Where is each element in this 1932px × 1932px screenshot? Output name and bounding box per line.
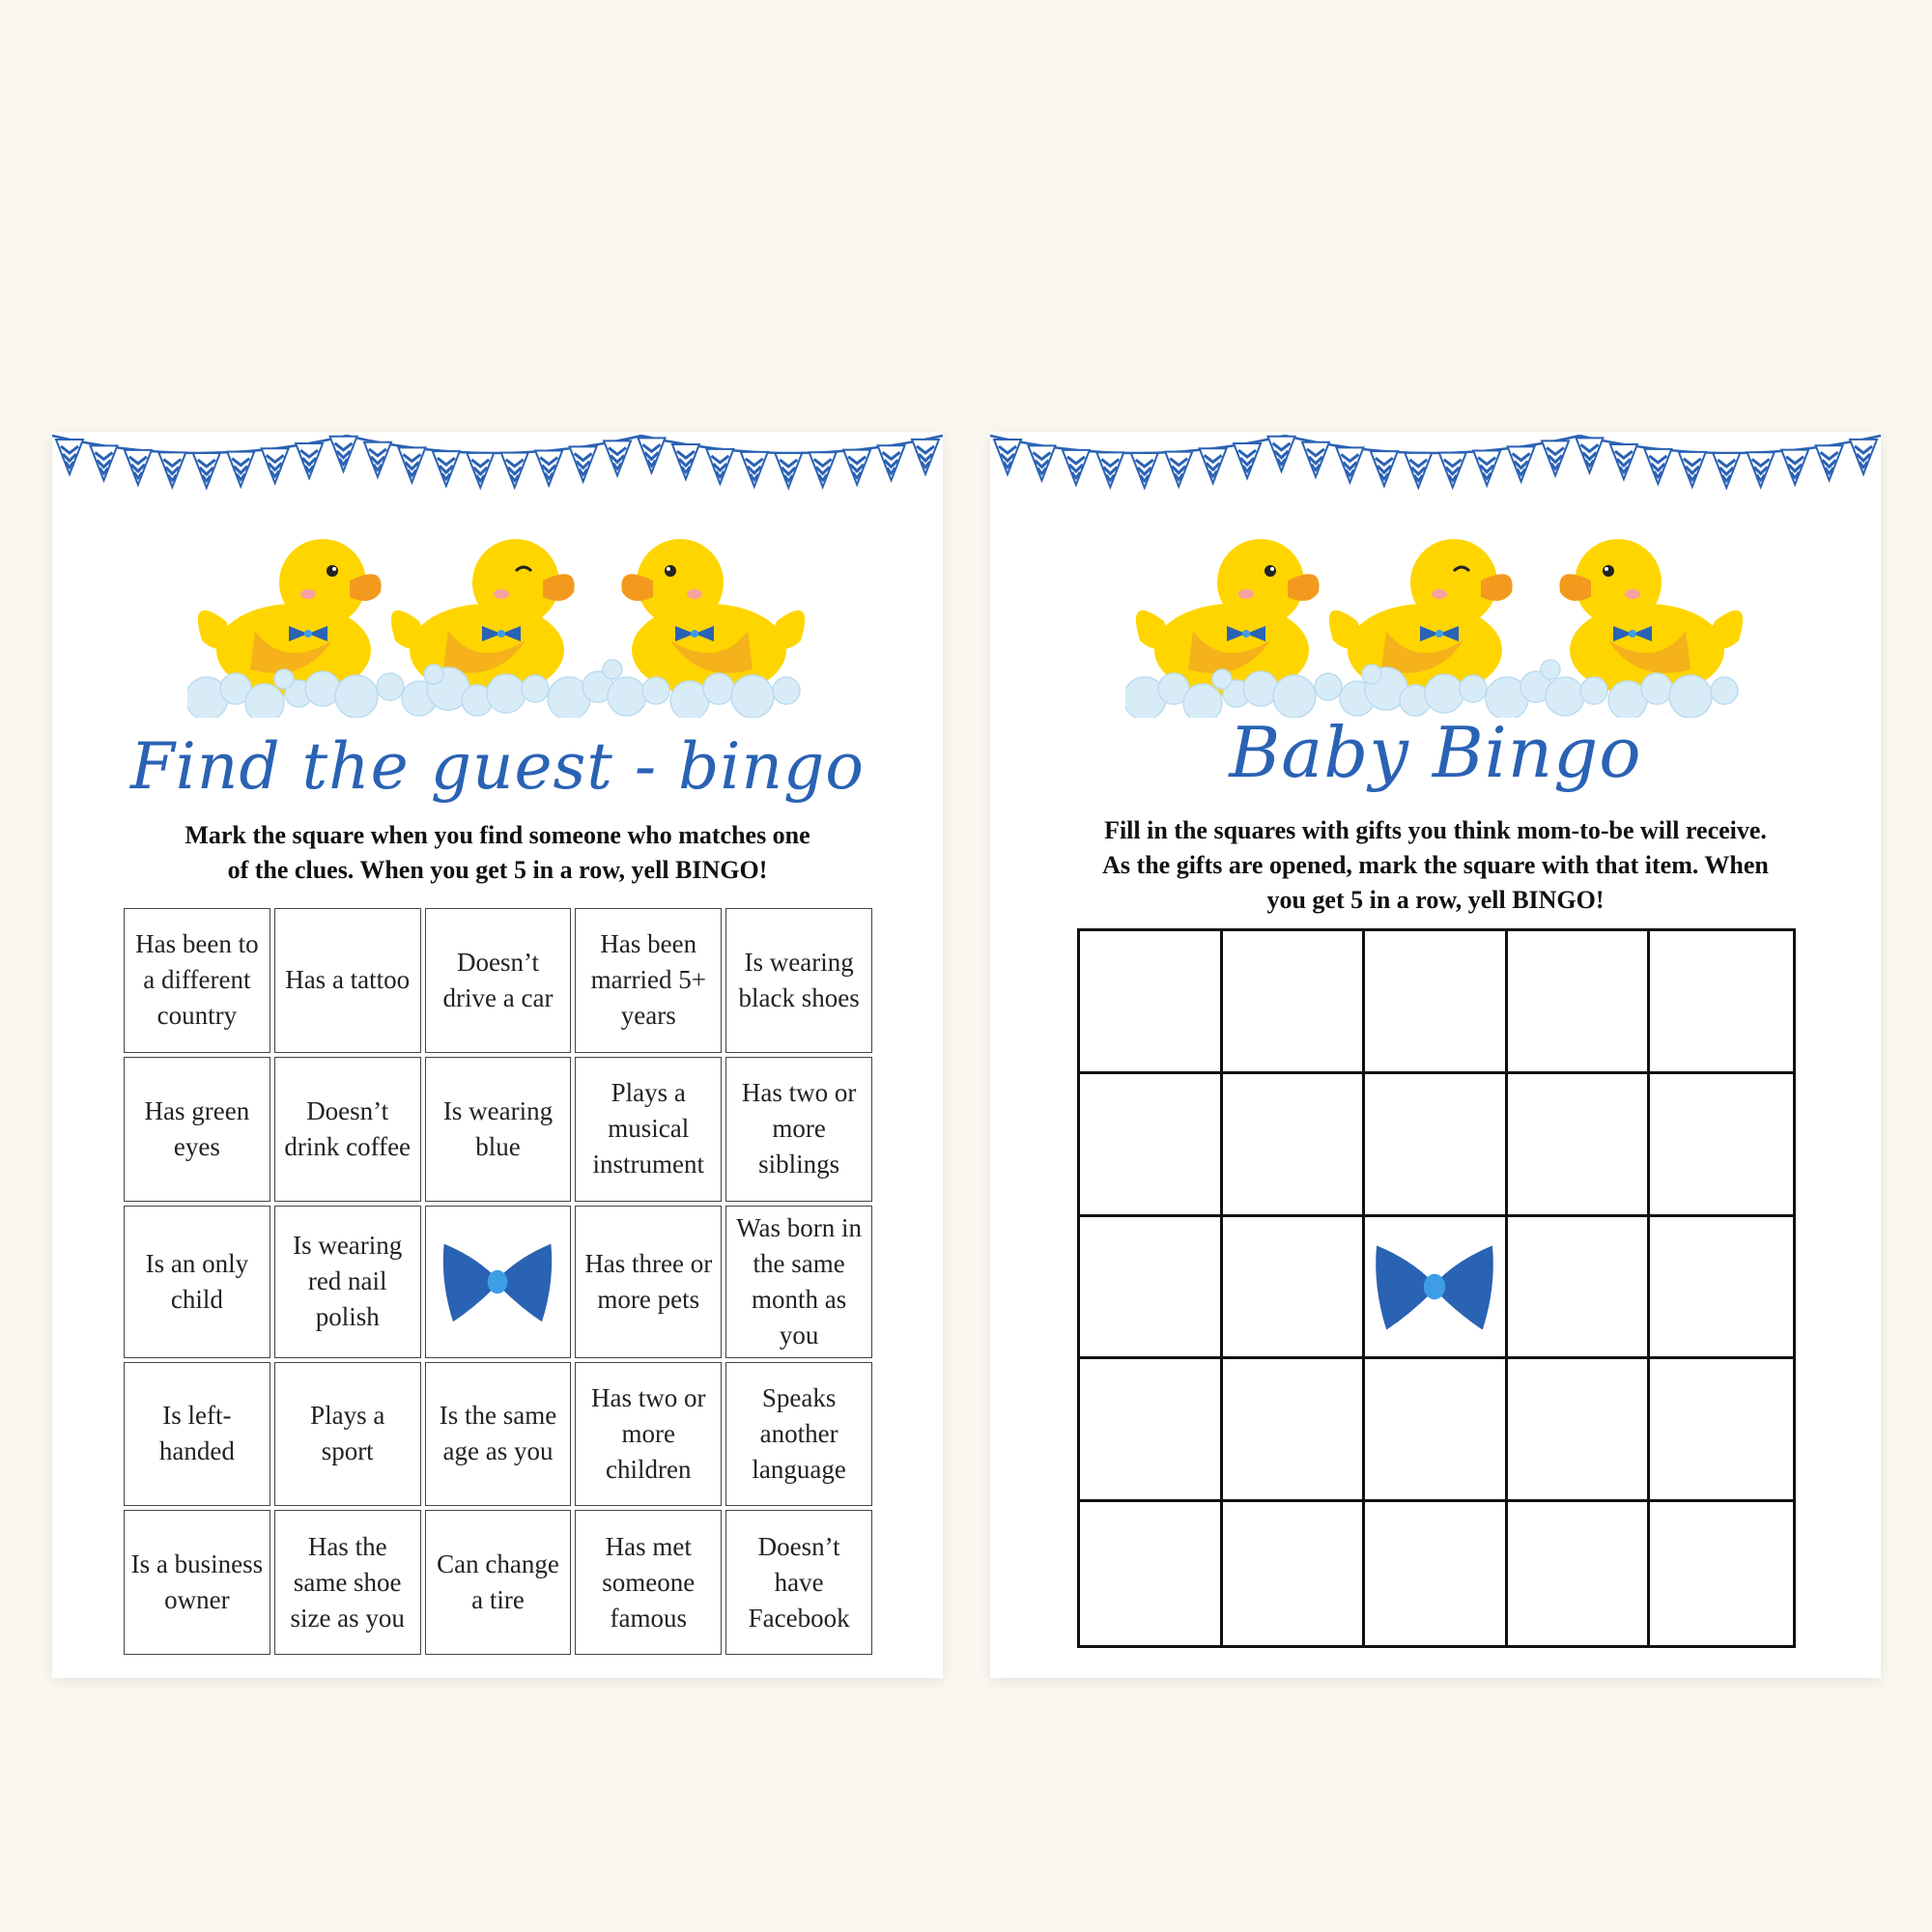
bunting-flag xyxy=(398,447,425,482)
bingo-cell[interactable] xyxy=(725,1206,872,1358)
bunting-flag xyxy=(1200,448,1227,483)
bunting-flag xyxy=(912,440,939,474)
bingo-cell-text: Is wearing red nail polish xyxy=(293,1231,403,1331)
bunting-flag xyxy=(1165,452,1192,487)
bunting-flag xyxy=(1816,445,1843,480)
bunting-flag xyxy=(1439,453,1466,488)
bingo-cell-text: Has two or more siblings xyxy=(741,1078,857,1179)
bunting-flag xyxy=(843,450,870,485)
bingo-cell[interactable] xyxy=(1508,1502,1651,1645)
bingo-cell[interactable] xyxy=(1223,1074,1366,1217)
bunting-flag xyxy=(1268,437,1295,471)
bunting-flag xyxy=(1302,442,1329,477)
bingo-cell[interactable] xyxy=(1223,1217,1366,1360)
bunting-flag xyxy=(535,451,562,486)
bingo-cell-text: Is the same age as you xyxy=(439,1401,557,1466)
bingo-cell[interactable] xyxy=(725,1057,872,1202)
bingo-cell[interactable] xyxy=(1650,1217,1793,1360)
bunting-flag xyxy=(604,440,631,475)
bingo-cell-text: Is an only child xyxy=(145,1248,249,1314)
bingo-cell[interactable] xyxy=(1365,1359,1508,1502)
bingo-cell[interactable] xyxy=(1223,1502,1366,1645)
bunting-flag xyxy=(638,438,665,472)
bunting-flag xyxy=(1405,453,1432,488)
bingo-cell[interactable] xyxy=(575,1510,722,1655)
rubber-ducks-illustration xyxy=(1125,525,1753,718)
bingo-cell[interactable] xyxy=(725,1362,872,1507)
bingo-cell-text: Is a business owner xyxy=(130,1549,264,1615)
bunting-flag xyxy=(364,442,391,477)
bingo-cell[interactable] xyxy=(1508,931,1651,1074)
bingo-cell-text: Doesn’t have Facebook xyxy=(748,1531,850,1633)
bingo-cell[interactable] xyxy=(1650,1359,1793,1502)
bingo-cell-text: Has met someone famous xyxy=(602,1531,696,1633)
bingo-cell[interactable] xyxy=(1508,1217,1651,1360)
bunting-banner xyxy=(52,432,943,519)
baby-bingo-card xyxy=(990,432,1881,1678)
bunting-flag xyxy=(1234,443,1261,478)
bunting-flag xyxy=(1473,451,1500,486)
bunting-flag xyxy=(1542,440,1569,475)
bunting-flag xyxy=(193,453,220,488)
bingo-cell[interactable] xyxy=(1080,1359,1223,1502)
bunting-flag xyxy=(1610,444,1637,479)
bingo-cell[interactable] xyxy=(425,1510,572,1655)
bingo-cell-text: Doesn’t drive a car xyxy=(442,947,554,1012)
page-title: Find the guest - bingo xyxy=(129,729,866,804)
bingo-cell[interactable] xyxy=(274,908,421,1053)
bingo-cell[interactable] xyxy=(274,1206,421,1358)
bunting-flag xyxy=(296,443,323,478)
bingo-cell[interactable] xyxy=(1650,1502,1793,1645)
bingo-cell[interactable] xyxy=(274,1510,421,1655)
free-space-cell[interactable] xyxy=(1365,1217,1508,1360)
bunting-flag xyxy=(227,452,254,487)
bingo-cell[interactable] xyxy=(124,1362,270,1507)
bingo-cell-text: Plays a musical instrument xyxy=(592,1078,705,1179)
bingo-cell-text: Has three or more pets xyxy=(584,1248,713,1314)
bingo-cell[interactable] xyxy=(1508,1074,1651,1217)
bingo-cell-text: Is left-handed xyxy=(158,1401,235,1466)
bingo-cell-text: Has been to a different country xyxy=(135,929,259,1031)
bingo-cell-text: Is wearing black shoes xyxy=(738,947,860,1012)
bunting-flag xyxy=(741,452,768,487)
bunting-flag xyxy=(672,444,699,479)
bunting-flag xyxy=(1508,446,1535,481)
bingo-cell[interactable] xyxy=(575,1057,722,1202)
bunting-flag xyxy=(1096,452,1123,487)
bunting-flag xyxy=(501,453,528,488)
bunting-flag xyxy=(1781,450,1808,485)
bingo-cell-text: Has a tattoo xyxy=(285,965,411,995)
bingo-cell[interactable] xyxy=(1080,1217,1223,1360)
bingo-cell[interactable] xyxy=(1650,1074,1793,1217)
bunting-flag xyxy=(158,452,185,487)
bingo-cell-text: Has been married 5+ years xyxy=(590,929,706,1031)
instructions xyxy=(100,818,895,888)
bunting-flag xyxy=(1371,451,1398,486)
bunting-flag xyxy=(706,449,733,484)
bunting-flag xyxy=(90,445,117,480)
bingo-cell[interactable] xyxy=(725,908,872,1053)
free-space-cell[interactable] xyxy=(425,1206,572,1358)
instructions-line-2: As the gifts are opened, mark the square with that item. When xyxy=(1102,851,1769,879)
bunting-flag xyxy=(1028,445,1055,480)
bingo-cell-text: Has two or more children xyxy=(591,1382,706,1484)
bingo-cell-text: Plays a sport xyxy=(310,1401,385,1466)
bingo-grid xyxy=(1077,928,1796,1648)
bingo-cell[interactable] xyxy=(274,1057,421,1202)
bingo-cell[interactable] xyxy=(1365,1502,1508,1645)
instructions-line-2: of the clues. When you get 5 in a row, yell BINGO! xyxy=(227,856,768,884)
bingo-cell[interactable] xyxy=(1650,931,1793,1074)
bingo-cell-text: Can change a tire xyxy=(437,1549,559,1615)
bingo-cell[interactable] xyxy=(1223,1359,1366,1502)
bingo-cell-text: Is wearing blue xyxy=(442,1095,554,1161)
bunting-flag xyxy=(467,453,494,488)
bunting-flag xyxy=(56,440,83,474)
bingo-cell[interactable] xyxy=(425,1057,572,1202)
bingo-cell[interactable] xyxy=(124,1510,270,1655)
bingo-cell[interactable] xyxy=(575,1206,722,1358)
instructions-line-1: Mark the square when you find someone who matches one xyxy=(185,821,810,849)
instructions xyxy=(1038,813,1833,918)
bingo-cell[interactable] xyxy=(1365,931,1508,1074)
bingo-cell[interactable] xyxy=(124,908,270,1053)
bunting-flag xyxy=(330,437,357,471)
page-title: Baby Bingo xyxy=(1229,712,1642,793)
bunting-flag xyxy=(570,446,597,481)
bingo-cell[interactable] xyxy=(1080,931,1223,1074)
bingo-cell[interactable] xyxy=(1080,1074,1223,1217)
bingo-cell[interactable] xyxy=(124,1057,270,1202)
bunting-flag xyxy=(878,445,905,480)
instructions-line-1: Fill in the squares with gifts you think mom-to-be will receive. xyxy=(1104,816,1767,844)
bunting-flag xyxy=(1850,440,1877,474)
bingo-cell[interactable] xyxy=(725,1510,872,1655)
bingo-cell[interactable] xyxy=(575,1362,722,1507)
bowtie-icon xyxy=(1371,1234,1498,1340)
bunting-flag xyxy=(1679,452,1706,487)
bunting-flag xyxy=(775,453,802,488)
bingo-cell-text: Doesn’t drink coffee xyxy=(284,1095,412,1161)
bingo-cell[interactable] xyxy=(1080,1502,1223,1645)
bunting-flag xyxy=(1336,447,1363,482)
bowtie-icon xyxy=(439,1224,556,1340)
bingo-cell[interactable] xyxy=(425,1362,572,1507)
bunting-flag xyxy=(125,450,152,485)
bunting-flag xyxy=(1747,452,1775,487)
bunting-flag xyxy=(994,440,1021,474)
bingo-cell[interactable] xyxy=(425,908,572,1053)
bingo-cell-text: Has the same shoe size as you xyxy=(290,1531,405,1633)
bingo-grid xyxy=(124,908,872,1655)
bunting-flag xyxy=(810,452,837,487)
bingo-cell-text: Was born in the same month as you xyxy=(736,1212,862,1350)
bingo-cell[interactable] xyxy=(124,1206,270,1358)
bunting-flag xyxy=(1713,453,1740,488)
bunting-banner xyxy=(990,432,1881,519)
bunting-flag xyxy=(433,451,460,486)
bunting-flag xyxy=(1063,450,1090,485)
bunting-flag xyxy=(1576,438,1603,472)
bingo-cell[interactable] xyxy=(1508,1359,1651,1502)
bunting-flag xyxy=(262,448,289,483)
rubber-ducks-illustration xyxy=(187,525,815,718)
bunting-flag xyxy=(1644,449,1671,484)
bingo-cell[interactable] xyxy=(1365,1074,1508,1217)
bingo-cell[interactable] xyxy=(575,908,722,1053)
bunting-flag xyxy=(1131,453,1158,488)
find-the-guest-card xyxy=(52,432,943,1678)
bingo-cell[interactable] xyxy=(1223,931,1366,1074)
instructions-line-3: you get 5 in a row, yell BINGO! xyxy=(1266,886,1605,914)
bingo-cell-text: Speaks another language xyxy=(752,1382,846,1484)
bingo-cell[interactable] xyxy=(274,1362,421,1507)
bingo-cell-text: Has green eyes xyxy=(144,1095,250,1161)
